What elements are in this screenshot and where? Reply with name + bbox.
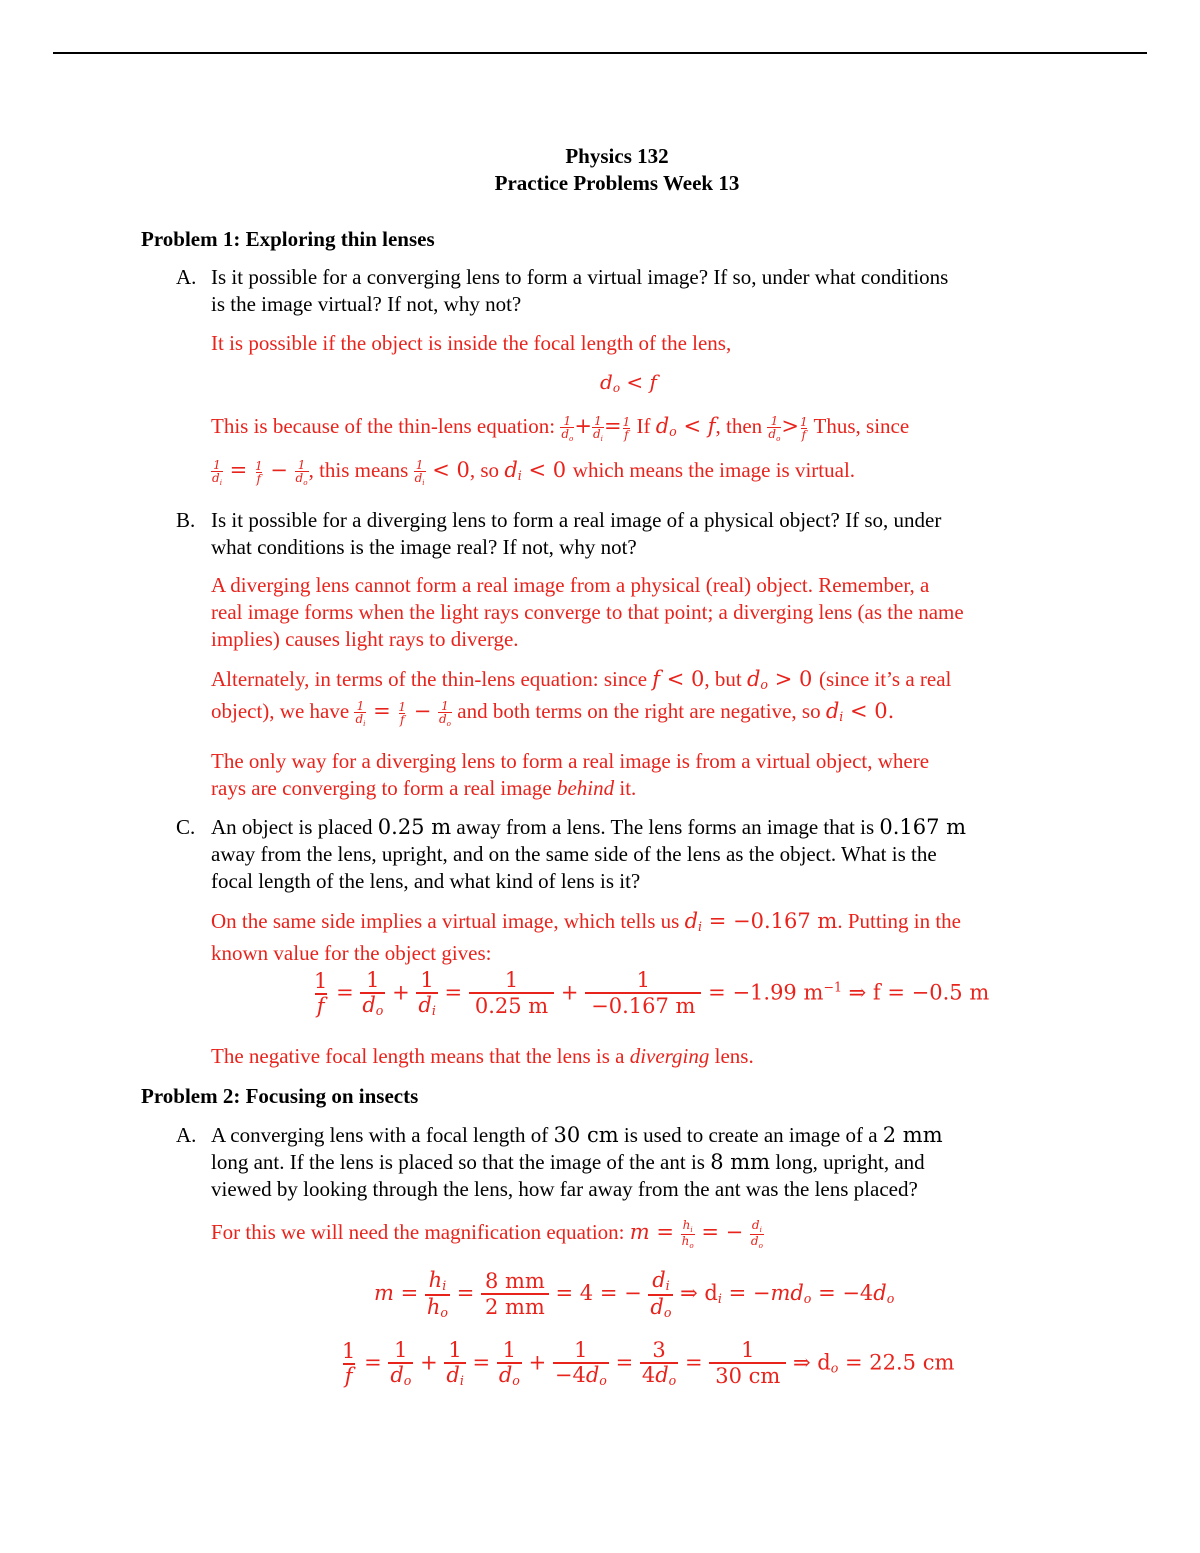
problem1-heading: Problem 1: Exploring thin lenses (141, 227, 435, 251)
a1b-line1: A diverging lens cannot form a real image from a physical (real) object. Remember, a (211, 573, 930, 597)
a1b3-line2: rays are converging to form a real image behind it. (211, 776, 637, 800)
p2-frac-1-30cm: $\frac{1}{30 cm}$ (709, 1340, 786, 1387)
frac-1-di-d: $\frac{1}{d_i}$ (414, 457, 425, 487)
page-subtitle: Practice Problems Week 13 (494, 171, 740, 195)
problem2-a-letter: A. (176, 1123, 197, 1147)
lens-equation-1c: $\frac{1}{f}$ = $\frac{1}{d_o}$ + $\frac{1}{d_i}$ = $\frac{1}{0.25 m}$ + $\frac{1}{-0.167 m}$ = −1.99 $m^{-1}$ ⇒ f = −0.5 m (314, 968, 990, 1019)
p2-frac-1-m4do: $\frac{1}{-4d_o}$ (554, 1338, 607, 1388)
problem2-heading: Problem 2: Focusing on insects (141, 1084, 419, 1108)
eq-do-lt-f: $d_o < f$ (600, 370, 657, 395)
lens-equation-2a: $\frac{1}{f}$ = $\frac{1}{d_o}$ + $\frac{1}{d_i}$ = $\frac{1}{d_o}$ + $\frac{1}{-4d_o}$ = $\frac{3}{4d_o}$ = $\frac{1}{30 cm}$ ⇒ $d_o = 22.5$ cm (342, 1338, 955, 1389)
problem1-b-question (211, 507, 1071, 561)
p2-frac-1-do: $\frac{1}{d_o}$ (390, 1338, 412, 1388)
q2a-line2: long ant. If the lens is placed so that the image of the ant is 8 mm long, upright, and (211, 1150, 925, 1174)
answer1a-line3: $\frac{1}{d_i}$ = $\frac{1}{f}$ − $\frac{1}{d_o}$ , this means $\frac{1}{d_i}$ < 0, so $d_i < 0$ which means the image is virtual. (212, 457, 856, 487)
big-frac-1-di: $\frac{1}{d_i}$ (418, 968, 436, 1018)
frac-1-di-c: $\frac{1}{d_i}$ (212, 457, 222, 487)
eq-result: = −1.99 m (708, 980, 824, 1005)
magnification-equation: m = $\frac{h_i}{h_o}$ = $\frac{8 mm}{2 mm}$ = 4 = − $\frac{d_i}{d_o}$ ⇒ $d_i = -md_o = -4d_o$ (374, 1268, 895, 1320)
frac-1-f: $\frac{1}{f}$ (622, 414, 631, 442)
big-frac-1-0167: $\frac{1}{-0.167 m}$ (585, 970, 701, 1017)
problem1-a-question (211, 264, 1071, 318)
answer1b-para2-l2: object), we have $\frac{1}{d_i}$ = $\frac{1}{f}$ − $\frac{1}{d_o}$ and both terms on the right are negative, so $d_i < 0$. (211, 698, 895, 728)
big-frac-8mm-2mm: $\frac{8 mm}{2 mm}$ (481, 1271, 549, 1318)
big-frac-hi-ho: $\frac{h_i}{h_o}$ (426, 1268, 448, 1320)
problem1-b-letter: B. (176, 508, 196, 532)
frac-hi-ho: $\frac{h_i}{h_o}$ (681, 1218, 694, 1250)
big-frac-1-f: $\frac{1}{f}$ (314, 968, 328, 1018)
q1c-line3: focal length of the lens, and what kind of lens is it? (211, 869, 641, 893)
answer2a-line1: For this we will need the magnification equation: m = $\frac{h_i}{h_o}$ = − $\frac{d_i}{d_o}$ (211, 1218, 763, 1250)
problem1-c-letter: C. (176, 815, 196, 839)
big-frac-1-do: $\frac{1}{d_o}$ (362, 968, 384, 1018)
course-title: Physics 132 (565, 144, 669, 168)
answer1b-para3 (211, 748, 1071, 802)
eq-final: ⇒ f = −0.5 m (848, 980, 990, 1005)
big-frac-di-do: $\frac{d_i}{d_o}$ (650, 1268, 672, 1320)
p2-frac-3-4do: $\frac{3}{4d_o}$ (641, 1338, 677, 1388)
big-frac-1-025: $\frac{1}{0.25 m}$ (469, 970, 554, 1017)
q1b-line1: Is it possible for a diverging lens to form a real image of a physical object? If so, under (211, 508, 942, 532)
answer1a-line1: It is possible if the object is inside the focal length of the lens, (211, 331, 732, 355)
p2-frac-1-di: $\frac{1}{d_i}$ (446, 1338, 464, 1388)
answer1b-para1 (211, 572, 1071, 653)
frac-1-do: $\frac{1}{d_o}$ (561, 413, 574, 443)
p2-frac-1-do-b: $\frac{1}{d_o}$ (498, 1338, 520, 1388)
frac-1-do-c: $\frac{1}{d_o}$ (295, 457, 308, 487)
a1b-line2: real image forms when the light rays converge to that point; a diverging lens (as the name (211, 600, 964, 624)
problem2-a-question (211, 1122, 1071, 1203)
frac-1-do-b: $\frac{1}{d_o}$ (768, 413, 781, 443)
answer1b-para2-l1: Alternately, in terms of the thin-lens equation: since f < 0, but $d_o > 0$ (since it’s a real (211, 667, 952, 692)
q1b-line2: what conditions is the image real? If not, why not? (211, 535, 637, 559)
answer1c-para1 (211, 908, 1071, 967)
a1b-line3: implies) causes light rays to diverge. (211, 627, 519, 651)
frac-1-f-c: $\frac{1}{f}$ (254, 458, 263, 486)
q2a-line3: viewed by looking through the lens, how far away from the ant was the lens placed? (211, 1177, 918, 1201)
frac-1-f-e: $\frac{1}{f}$ (398, 699, 407, 727)
q1a-line1: Is it possible for a converging lens to form a virtual image? If so, under what conditions (211, 265, 949, 289)
q1c-line2: away from the lens, upright, and on the same side of the lens as the object. What is the (211, 842, 937, 866)
a1c-line2: known value for the object gives: (211, 941, 492, 965)
problem1-c-question (211, 814, 1071, 895)
frac-1-do-e: $\frac{1}{d_o}$ (438, 698, 451, 728)
frac-di-do: $\frac{d_i}{d_o}$ (750, 1218, 763, 1250)
a1c-line1: On the same side implies a virtual image, which tells us $d_i = -0.167$ m. Putting in the (211, 909, 961, 934)
problem1-a-letter: A. (176, 265, 197, 289)
q1c-line1: An object is placed 0.25 m away from a lens. The lens forms an image that is 0.167 m (211, 815, 967, 839)
frac-1-f-b: $\frac{1}{f}$ (800, 414, 808, 442)
frac-1-di-e: $\frac{1}{d_i}$ (355, 698, 366, 728)
answer1c-para2: The negative focal length means that the lens is a diverging lens. (211, 1044, 754, 1068)
top-rule (53, 52, 1147, 54)
frac-1-di: $\frac{1}{d_i}$ (592, 413, 603, 443)
p2-frac-1-f: $\frac{1}{f}$ (342, 1338, 356, 1388)
answer1a-line2: This is because of the thin-lens equation: $\frac{1}{d_o}$ + $\frac{1}{d_i}$ = $\frac{1}{f}$ If $d_o < f$, then $\frac{1}{d_o}$ > $\frac{1}{f}$ Thus, since (211, 413, 910, 443)
q1a-line2: is the image virtual? If not, why not? (211, 292, 522, 316)
q2a-line1: A converging lens with a focal length of 30 cm is used to create an image of a 2 mm (211, 1123, 943, 1147)
a1b3-line1: The only way for a diverging lens to form a real image is from a virtual object, where (211, 749, 930, 773)
